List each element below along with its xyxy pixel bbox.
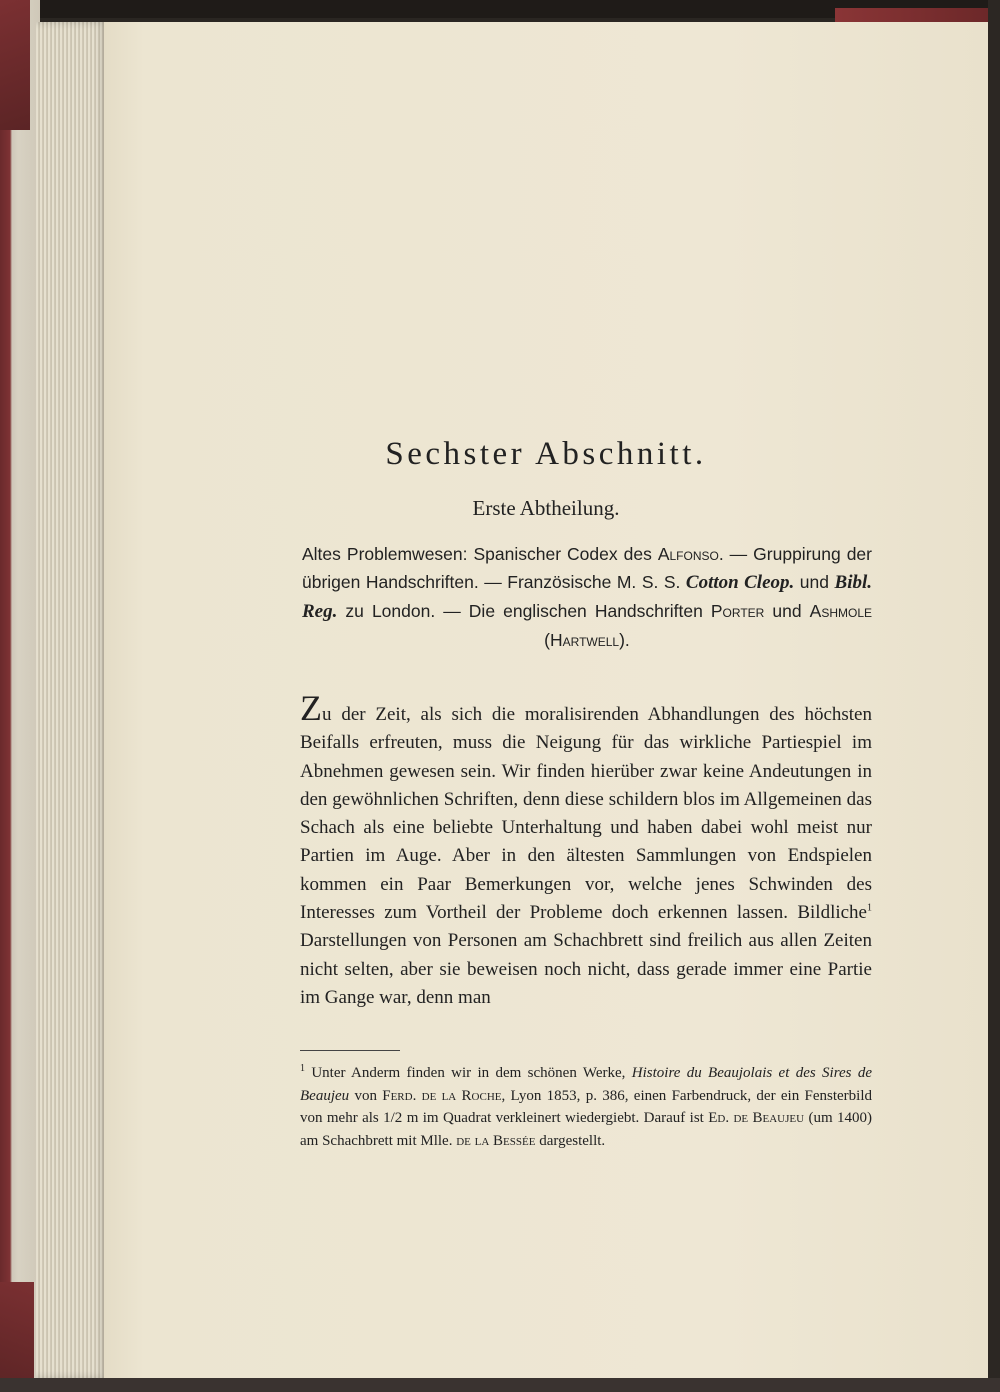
cover-corner-bottom-left	[0, 1282, 34, 1392]
footnote	[300, 1062, 872, 1152]
body-text: Darstellungen von Personen am Schachbrett sind freilich aus allen Zeiten nicht selten, aber sie beweisen noch nicht, dass gerade immer eine Partie im Gange war, denn man	[300, 930, 872, 1008]
footnote-reference: 1	[867, 902, 872, 914]
page-stack-edges	[36, 22, 108, 1378]
footnote-book-title: Histoire du Beaujolais et des Sires de Beaujeu	[300, 1065, 873, 1104]
book-spine-left	[0, 0, 40, 1392]
section-summary	[302, 540, 872, 654]
body-text: u der Zeit, als sich die moralisirenden Abhandlungen des höchsten Beifalls erfreuten, muss die Neigung für das wirkliche Partiespiel im Abnehmen gewesen sein. Wir finden hierüber zwar keine Andeutungen in den gewöhnlichen Schriften, denn diese schildern blos im Allgemeinen das Schach als eine beliebte Unterhaltung und haben dabei wohl meist nur Partien im Auge. Aber in den ältesten Sammlungen von Endspielen kommen ein Paar Bemerkungen vor, welche jenes Schwinden des Interesses zum Vortheil der Probleme doch erkennen lassen. Bildliche	[300, 704, 872, 924]
summary-name-hartwell: Hartwell	[550, 630, 620, 650]
summary-text: Altes Problemwesen: Spanischer Codex des	[302, 544, 658, 564]
summary-text: und	[794, 572, 835, 592]
book-page	[104, 22, 988, 1378]
summary-text: zu London. — Die englischen Handschriften	[337, 601, 711, 621]
cover-corner-top-left	[0, 0, 30, 130]
body-paragraph	[300, 688, 872, 1012]
cover-bottom-edge	[0, 1378, 1000, 1392]
footnote-person-beaujeu: Ed. de Beaujeu	[708, 1110, 805, 1126]
footnote-text: von	[349, 1087, 383, 1104]
summary-text: und	[764, 601, 810, 621]
summary-text: . — Gruppirung der übrigen Handschriften. — Französische M. S. S.	[302, 544, 872, 592]
footnote-divider	[300, 1050, 400, 1051]
cover-right-edge	[988, 0, 1000, 1392]
summary-name-porter: Porter	[710, 601, 765, 621]
subsection-heading: Erste Abtheilung.	[472, 496, 620, 520]
footnote-person-bessee: de la Bessée	[456, 1132, 536, 1149]
footnote-number: 1	[300, 1063, 305, 1074]
summary-text: ).	[619, 630, 630, 650]
footnote-text: (um 1400) am Schachbrett mit Mlle.	[300, 1110, 872, 1149]
summary-ms-cotton: Cotton Cleop.	[685, 572, 795, 593]
summary-name-ashmole: Ashmole	[809, 601, 872, 621]
summary-name-alfonso: Alfonso	[657, 544, 719, 564]
footnote-fraction: 1/2	[383, 1110, 403, 1126]
section-heading: Sechster Abschnitt.	[385, 436, 707, 472]
footnote-text: m im Quadrat verkleinert wiedergiebt. Darauf ist	[402, 1110, 709, 1126]
drop-cap: Z	[300, 688, 322, 728]
footnote-text: , Lyon 1853, p. 386, einen Farbendruck, der ein Fensterbild von mehr als	[300, 1087, 872, 1126]
footnote-text: dargestellt.	[535, 1132, 606, 1149]
footnote-text: Unter Anderm finden wir in dem schönen Werke,	[305, 1065, 632, 1081]
summary-text: (	[544, 630, 550, 650]
summary-ms-bibl: Bibl. Reg.	[302, 572, 872, 622]
footnote-author: Ferd. de la Roche	[382, 1087, 502, 1104]
